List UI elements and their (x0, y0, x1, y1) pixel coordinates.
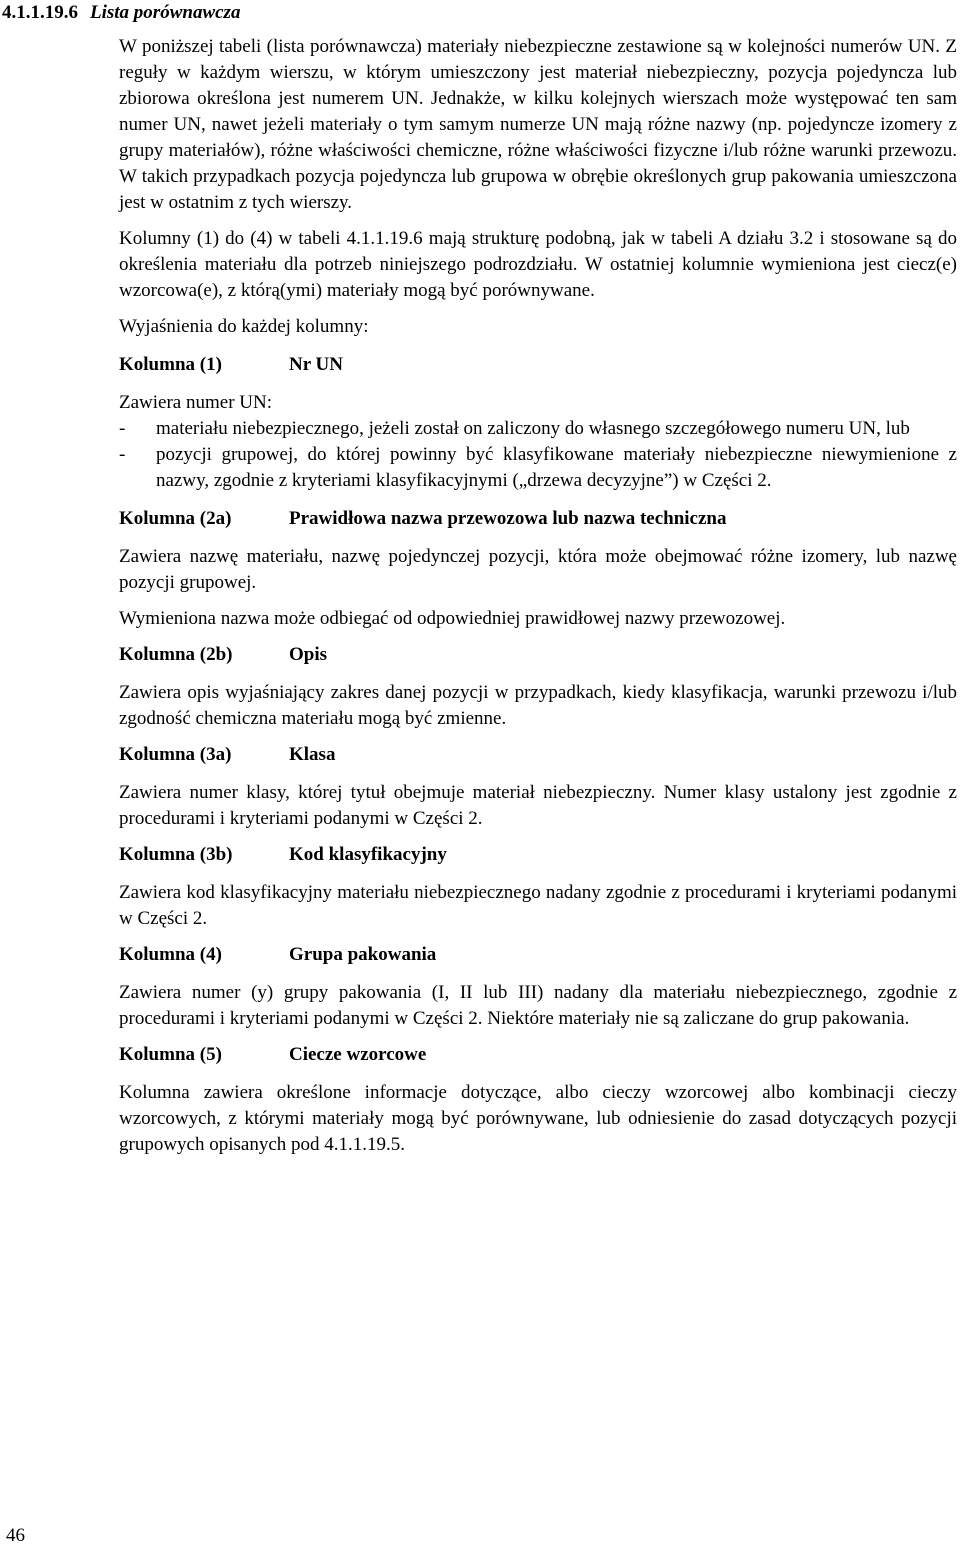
column-2a-description: Zawiera nazwę materiału, nazwę pojedynczej pozycji, która może obejmować różne izomery, lub nazwę pozycji grupowej. (119, 546, 957, 593)
list-dash: - (119, 444, 126, 465)
column-2b-heading (119, 642, 957, 668)
column-3b-label: Kolumna (3b) (119, 844, 233, 865)
list-item (119, 442, 957, 494)
column-2b-label: Kolumna (2b) (119, 644, 233, 665)
list-item-text: pozycji grupowej, do której powinny być klasyfikowane materiały niebezpieczne niewymienione z nazwy, zgodnie z kryteriami klasyfikacyjnymi („drzewa decyzyjne”) w Części 2. (156, 444, 957, 491)
column-1-lead: Zawiera numer UN: (119, 392, 272, 413)
intro-paragraph-3: Wyjaśnienia do każdej kolumny: (119, 316, 369, 337)
document-body (119, 34, 957, 1158)
section-number: 4.1.1.19.6 (2, 2, 78, 23)
column-2a-title: Prawidłowa nazwa przewozowa lub nazwa techniczna (289, 508, 727, 529)
column-4-title: Grupa pakowania (289, 944, 437, 965)
column-3a-title: Klasa (289, 744, 336, 765)
column-2a-label: Kolumna (2a) (119, 508, 232, 529)
column-2b-description: Zawiera opis wyjaśniający zakres danej pozycji w przypadkach, kiedy klasyfikacja, warunki przewozu i/lub zgodność chemiczna materiału mogą być zmienne. (119, 682, 957, 729)
intro-paragraph-1: W poniższej tabeli (lista porównawcza) materiały niebezpieczne zestawione są w kolejności numerów UN. Z reguły w każdym wierszu, w którym umieszczony jest materiał niebezpieczny, pozycja pojedyncza lub zbiorowa określona jest numerem UN. Jednakże, w kilku kolejnych wierszach może występować ten sam numer UN, nawet jeżeli materiały o tym samym numerze UN mają różne nazwy (np. pojedyncze izomery z grupy materiałów), różne właściwości chemiczne, różne właściwości fizyczne i/lub różne warunki przewozu. W takich przypadkach pozycja pojedyncza lub grupowa w obrębie określonych grup pakowania umieszczona jest w ostatnim z tych wierszy. (119, 36, 957, 213)
column-5-label: Kolumna (5) (119, 1044, 222, 1065)
column-4-label: Kolumna (4) (119, 944, 222, 965)
column-2b-title: Opis (289, 644, 328, 665)
intro-paragraph-2: Kolumny (1) do (4) w tabeli 4.1.1.19.6 mają strukturę podobną, jak w tabeli A działu 3.2 i stosowane są do określenia materiału dla potrzeb niniejszego podrozdziału. W ostatniej kolumnie wymieniona jest ciecz(e) wzorcowa(e), z którą(ymi) materiały mogą być porównywane. (119, 228, 957, 301)
list-dash: - (119, 418, 126, 439)
page-number: 46 (6, 1525, 25, 1546)
column-5-heading (119, 1042, 957, 1068)
column-4-heading (119, 942, 957, 968)
column-4-description: Zawiera numer (y) grupy pakowania (I, II lub III) nadany dla materiału niebezpiecznego, zgodnie z procedurami i kryteriami podanymi w Części 2. Niektóre materiały nie są zaliczane do grup pakowania. (119, 982, 957, 1029)
column-5-description: Kolumna zawiera określone informacje dotyczące, albo cieczy wzorcowej albo kombinacji cieczy wzorcowych, z którymi materiały mogą być porównywane, lub odniesienie do zasad dotyczących pozycji grupowych opisanych pod 4.1.1.19.5. (119, 1082, 957, 1155)
list-item-text: materiału niebezpiecznego, jeżeli został on zaliczony do własnego szczegółowego numeru UN, lub (156, 418, 910, 439)
column-1-heading (119, 352, 957, 378)
column-3a-heading (119, 742, 957, 768)
column-3a-description: Zawiera numer klasy, której tytuł obejmuje materiał niebezpieczny. Numer klasy ustalony jest zgodnie z procedurami i kryteriami podanymi w Części 2. (119, 782, 957, 829)
column-3b-title: Kod klasyfikacyjny (289, 844, 447, 865)
section-title: Lista porównawcza (90, 2, 241, 23)
column-2a-heading (119, 506, 957, 532)
column-5-title: Ciecze wzorcowe (289, 1044, 427, 1065)
column-1-label: Kolumna (1) (119, 354, 222, 375)
column-3b-description: Zawiera kod klasyfikacyjny materiału niebezpiecznego nadany zgodnie z procedurami i kryteriami podanymi w Części 2. (119, 882, 957, 929)
column-3a-label: Kolumna (3a) (119, 744, 232, 765)
column-3b-heading (119, 842, 957, 868)
section-heading (2, 0, 240, 26)
list-item (119, 416, 957, 442)
column-2a-note: Wymieniona nazwa może odbiegać od odpowiedniej prawidłowej nazwy przewozowej. (119, 608, 786, 629)
column-1-title: Nr UN (289, 354, 344, 375)
